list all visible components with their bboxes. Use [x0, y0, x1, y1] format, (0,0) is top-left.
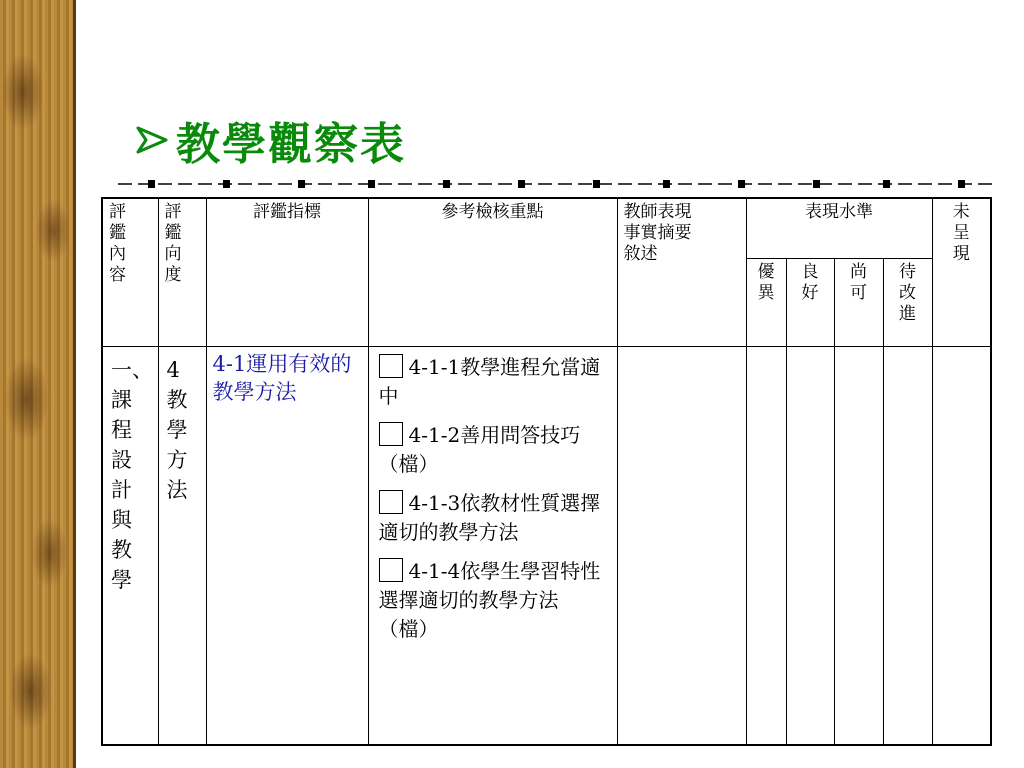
- checkbox[interactable]: [379, 354, 403, 378]
- dotted-divider: [118, 176, 992, 192]
- checkbox[interactable]: [379, 422, 403, 446]
- wood-border-decoration: [0, 0, 76, 768]
- header-level-good: 良 好: [786, 258, 834, 346]
- check-item[interactable]: 4-1-1教學進程允當適中: [378, 354, 601, 408]
- checkbox[interactable]: [379, 490, 403, 514]
- row-level-improve-cell[interactable]: [883, 346, 932, 745]
- row-checkpoints-cell: [368, 346, 617, 745]
- row-content-cell: 一、 課 程 設 計 與 教 學: [102, 346, 158, 745]
- row-not-shown-cell[interactable]: [932, 346, 991, 745]
- checkbox[interactable]: [379, 558, 403, 582]
- header-content: 評 鑑 內 容: [102, 198, 158, 346]
- check-item[interactable]: 4-1-2善用問答技巧（檔）: [378, 422, 581, 476]
- arrow-bullet-icon: [134, 122, 170, 158]
- title-text: 教學觀察表: [176, 119, 406, 170]
- row-indicator-cell: 4-1運用有效的教學方法: [206, 346, 368, 745]
- header-performance-level: 表現水準: [746, 198, 932, 258]
- header-indicator: 評鑑指標: [206, 198, 368, 346]
- header-summary: 教師表現 事實摘要 敘述: [617, 198, 746, 346]
- observation-table: [101, 197, 992, 746]
- row-level-fair-cell[interactable]: [834, 346, 883, 745]
- page-title: [134, 108, 406, 172]
- header-aspect: 評 鑑 向 度: [158, 198, 206, 346]
- row-level-good-cell[interactable]: [786, 346, 834, 745]
- header-check-points: 參考檢核重點: [368, 198, 617, 346]
- header-not-shown: 未 呈 現: [932, 198, 991, 346]
- header-level-improve: 待 改 進: [883, 258, 932, 346]
- row-aspect-cell: 4 教 學 方 法: [158, 346, 206, 745]
- row-summary-cell[interactable]: [617, 346, 746, 745]
- check-item[interactable]: 4-1-4依學生學習特性選擇適切的教學方法（檔）: [378, 558, 601, 641]
- header-level-fair: 尚 可: [834, 258, 883, 346]
- row-level-excellent-cell[interactable]: [746, 346, 786, 745]
- check-item[interactable]: 4-1-3依教材性質選擇適切的教學方法: [378, 490, 601, 544]
- header-level-excellent: 優 異: [746, 258, 786, 346]
